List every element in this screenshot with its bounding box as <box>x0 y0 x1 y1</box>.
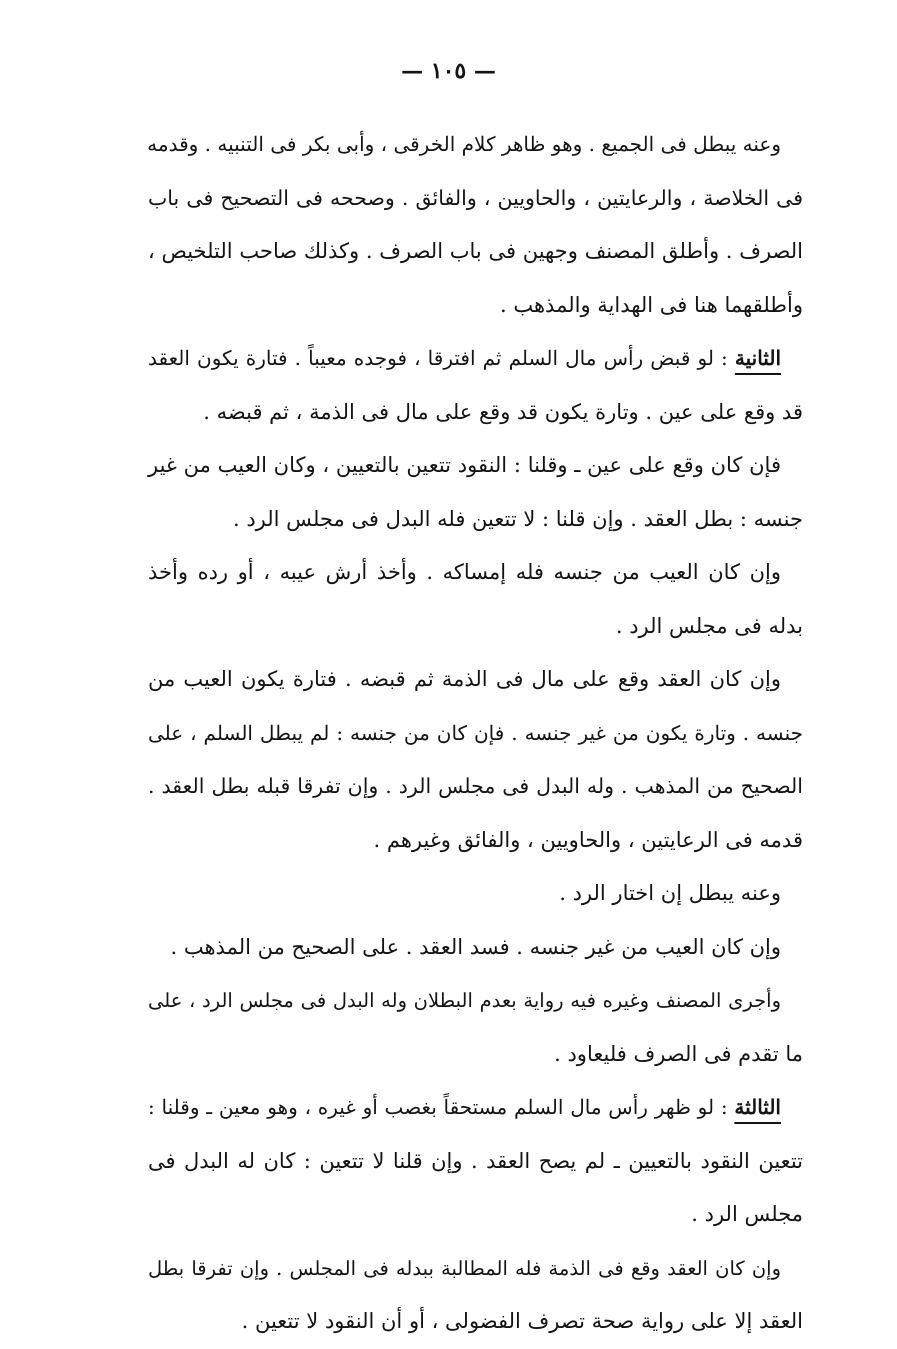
text-line: وأجرى المصنف وغيره فيه رواية بعدم البطلان وله البدل فى مجلس الرد ، على <box>148 989 781 1012</box>
text-line: وعنه يبطل فى الجميع . وهو ظاهر كلام الخرقى ، وأبى بكر فى التنبيه . وقدمه <box>147 132 781 156</box>
text-line: مجلس الرد . <box>691 1202 803 1226</box>
paragraph-5 <box>148 653 803 867</box>
text-line: جنسه . وتارة يكون من غير جنسه . فإن كان من جنسه : لم يبطل السلم ، على <box>148 720 803 745</box>
text-line: وإن كان العقد وقع على مال فى الذمة ثم قبضه . فتارة يكون العيب من <box>148 667 781 691</box>
page-number: — ١٠٥ — <box>401 58 496 84</box>
text-line: تتعين النقود بالتعيين ـ لم يصح العقد . وإن قلنا لا تتعين : كان له البدل فى <box>148 1148 803 1173</box>
text-line: فى الخلاصة ، والرعايتين ، والحاويين ، والفائق . وصححه فى التصحيح فى باب <box>148 185 803 210</box>
text-line: قد وقع على عين . وتارة يكون قد وقع على مال فى الذمة ، ثم قبضه . <box>203 399 803 424</box>
text-line: وإن كان العيب من غير جنسه . فسد العقد . على الصحيح من المذهب . <box>170 934 781 959</box>
text-line: وإن كان العيب من جنسه فله إمساكه . وأخذ أرش عيبه ، أو رده وأخذ <box>148 560 781 584</box>
section-heading-third: الثالثة <box>734 1095 781 1119</box>
text-line: الصحيح من المذهب . وله البدل فى مجلس الرد . وإن تفرقا قبله بطل العقد . <box>148 774 803 798</box>
paragraph-10 <box>148 1242 803 1349</box>
text-line: الصرف . وأطلق المصنف وجهين فى باب الصرف . وكذلك صاحب التلخيص ، <box>148 239 803 263</box>
text-line: وعنه يبطل إن اختار الرد . <box>559 881 781 905</box>
paragraph-1 <box>148 118 803 332</box>
paragraph-4 <box>148 546 803 653</box>
text-line: وإن كان العقد وقع فى الذمة فله المطالبة ببدله فى المجلس . وإن تفرقا بطل <box>148 1256 781 1280</box>
text-line <box>148 332 803 386</box>
text-line: بدله فى مجلس الرد . <box>615 613 803 638</box>
paragraph-9 <box>148 1081 803 1242</box>
text-line-rest: : لو ظهر رأس مال السلم مستحقاً بغصب أو غيره ، وهو معين ـ وقلنا : <box>148 1095 735 1119</box>
text-line: ما تقدم فى الصرف فليعاود . <box>554 1041 803 1066</box>
paragraph-2 <box>148 332 803 439</box>
text-line: جنسه : بطل العقد . وإن قلنا : لا تتعين فله البدل فى مجلس الرد . <box>232 506 803 531</box>
text-line: فإن كان وقع على عين ـ وقلنا : النقود تتعين بالتعيين ، وكان العيب من غير <box>148 453 781 477</box>
paragraph-8 <box>148 974 803 1081</box>
section-heading-second: الثانية <box>734 346 781 370</box>
text-line: قدمه فى الرعايتين ، والحاويين ، والفائق وغيرهم . <box>373 827 803 852</box>
text-line: العقد إلا على رواية صحة تصرف الفضولى ، أو أن النقود لا تتعين . <box>241 1309 803 1333</box>
text-line <box>148 1081 803 1135</box>
body-text <box>148 118 803 1349</box>
paragraph-7 <box>148 921 803 975</box>
paragraph-3 <box>148 439 803 546</box>
text-line: وأطلقهما هنا فى الهداية والمذهب . <box>500 292 803 317</box>
paragraph-6 <box>148 867 803 921</box>
text-line-rest: : لو قبض رأس مال السلم ثم افترقا ، فوجده معيباً . فتارة يكون العقد <box>148 346 735 370</box>
